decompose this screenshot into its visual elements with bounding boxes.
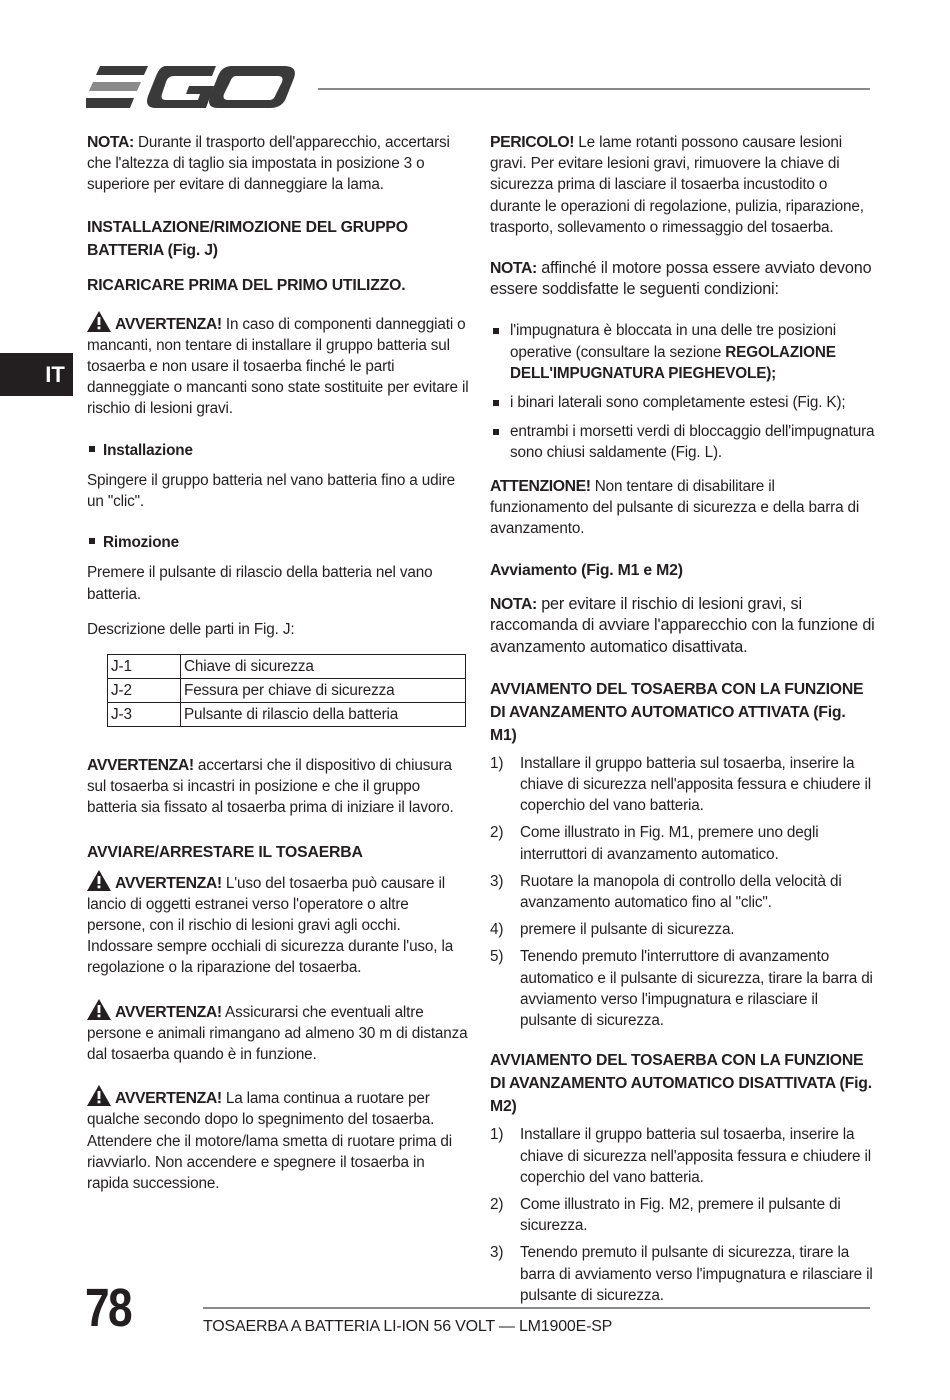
step-number: 4) — [490, 921, 504, 939]
page-number: 78 — [85, 1278, 131, 1338]
list-item — [490, 320, 875, 384]
list-item — [490, 753, 875, 817]
step-number: 3) — [490, 872, 504, 890]
heading-charge: RICARICARE PRIMA DEL PRIMO UTILIZZO. — [87, 276, 406, 294]
danger-label: PERICOLO! — [490, 134, 575, 151]
step-number: 2) — [490, 824, 504, 842]
subheading-remove — [87, 532, 469, 553]
part-code: J-3 — [108, 703, 181, 727]
warning-text: Assicurarsi che eventuali altre persone e animali rimangano ad almeno 30 m di distanza dal tosaerba quando è in funzione. — [87, 1003, 468, 1064]
parts-intro: Descrizione delle parti in Fig. J: — [87, 620, 295, 638]
list-item-text: i binari laterali sono completamente estesi (Fig. K); — [510, 394, 846, 412]
warning-text: L'uso del tosaerba può causare il lancio di oggetti estranei verso l'operatore o altre persone, con il rischio di lesioni gravi agli occhi. Indossare sempre occhiali di sicurezza durante l'uso, la regolazione o la riparazione del tosaerba. — [87, 874, 454, 977]
bullet-square-icon — [89, 446, 95, 452]
list-item — [490, 822, 875, 864]
warning-triangle-icon — [87, 999, 111, 1020]
warning-text: La lama continua a ruotare per qualche secondo dopo lo spegnimento del tosaerba. Attendere che il motore/lama smetta di ruotare prima di riavviarlo. Non accendere e spegnere il tosaerba in rapida successione. — [87, 1090, 452, 1193]
list-item — [490, 1124, 875, 1188]
step-number: 3) — [490, 1244, 504, 1262]
attention-text: Non tentare di disabilitare il funzionamento del pulsante di sicurezza e della barra di avanzamento. — [490, 477, 860, 538]
step-number: 1) — [490, 754, 504, 772]
list-item — [490, 1194, 875, 1236]
warning-text: In caso di componenti danneggiati o mancanti, non tentare di installare il gruppo batteria sul tosaerba e non usare il tosaerba finché le parti danneggiate o mancanti sono state sostituite per evitare il rischio di lesioni gravi. — [87, 315, 469, 418]
bullet-square-icon — [493, 400, 499, 406]
part-code: J-1 — [108, 655, 181, 679]
step-text: Tenendo premuto il pulsante di sicurezza, tirare la barra di avviamento verso l'impugnatura e rilasciare il pulsante di sicurezza. — [520, 1244, 873, 1304]
install-text: Spingere il gruppo batteria nel vano batteria fino a udire un "clic". — [87, 471, 456, 511]
warning-lock — [87, 755, 469, 819]
warning-label: AVVERTENZA! — [115, 1003, 222, 1021]
note-text: affinché il motore possa essere avviato devono essere soddisfatte le seguenti condizioni: — [490, 259, 872, 299]
heading-start: Avviamento (Fig. M1 e M2) — [490, 562, 683, 580]
heading-start-stop: AVVIARE/ARRESTARE IL TOSAERBA — [87, 843, 363, 861]
list-item — [490, 421, 875, 463]
part-desc: Chiave di sicurezza — [181, 655, 466, 679]
bullet-square-icon — [89, 538, 95, 544]
ego-logo — [86, 62, 298, 114]
step-number: 5) — [490, 948, 504, 966]
warning-objects — [87, 870, 469, 979]
warning-label: AVVERTENZA! — [115, 874, 222, 892]
footer-title: TOSAERBA A BATTERIA LI-ION 56 VOLT — LM1900E-SP — [203, 1318, 613, 1335]
warning-label: AVVERTENZA! — [87, 757, 194, 775]
language-tab-label: IT — [45, 362, 65, 387]
list-item — [490, 1242, 875, 1306]
step-text: Installare il gruppo batteria sul tosaerba, inserire la chiave di sicurezza nell'apposita fessura e chiudere il coperchio del vano batteria. — [520, 754, 871, 815]
warning-distance — [87, 999, 469, 1066]
note-transport — [87, 132, 469, 196]
list-item — [490, 392, 875, 413]
step-text: Tenendo premuto l'interruttore di avanzamento automatico e il pulsante di sicurezza, tirare la barra di avviamento verso l'impugnatura e rilasciare il pulsante di sicurezza. — [520, 948, 873, 1030]
warning-blade — [87, 1085, 469, 1194]
step-text: Come illustrato in Fig. M1, premere uno degli interruttori di avanzamento automatico. — [520, 824, 819, 863]
note-label: NOTA: — [490, 596, 537, 614]
part-code: J-2 — [108, 679, 181, 703]
parts-table — [107, 654, 466, 727]
list-item — [490, 946, 875, 1031]
heading-start-m1: AVVIAMENTO DEL TOSAERBA CON LA FUNZIONE DI AVANZAMENTO AUTOMATICO ATTIVATA (Fig. M1) — [490, 680, 864, 744]
part-desc: Fessura per chiave di sicurezza — [181, 679, 466, 703]
step-text: premere il pulsante di sicurezza. — [520, 921, 735, 939]
attention-note — [490, 476, 875, 540]
note-label: NOTA: — [490, 260, 537, 278]
step-text: Installare il gruppo batteria sul tosaerba, inserire la chiave di sicurezza nell'apposita fessura e chiudere il coperchio del vano batteria. — [520, 1126, 871, 1186]
part-desc: Pulsante di rilascio della batteria — [181, 703, 466, 727]
right-column — [490, 132, 875, 1320]
remove-text: Premere il pulsante di rilascio della batteria nel vano batteria. — [87, 564, 433, 603]
warning-label: AVVERTENZA! — [115, 315, 222, 333]
warning-triangle-icon — [87, 311, 111, 332]
warning-text: accertarsi che il dispositivo di chiusura sul tosaerba si incastri in posizione e che il gruppo batteria sia fissato al tosaerba prima di iniziare il lavoro. — [87, 757, 454, 817]
list-item — [490, 919, 875, 940]
attention-label: ATTENZIONE! — [490, 477, 591, 495]
heading-start-m2: AVVIAMENTO DEL TOSAERBA CON LA FUNZIONE DI AVANZAMENTO AUTOMATICO DISATTIVATA (Fig. M2) — [490, 1052, 872, 1116]
danger-note — [490, 132, 875, 238]
step-text: Come illustrato in Fig. M2, premere il pulsante di sicurezza. — [520, 1195, 841, 1235]
warning-damaged — [87, 311, 469, 420]
table-row — [108, 703, 466, 727]
step-text: Ruotare la manopola di controllo della velocità di avanzamento automatico fino al "clic". — [520, 872, 842, 912]
subheading-remove-label: Rimozione — [103, 534, 179, 552]
note-text: per evitare il rischio di lesioni gravi, si raccomanda di avviare l'apparecchio con la funzione di avanzamento automatico disattivata. — [490, 595, 875, 656]
steps-m2 — [490, 1124, 875, 1306]
note-conditions — [490, 258, 875, 300]
note-label: NOTA: — [87, 134, 134, 151]
note-text: Durante il trasporto dell'apparecchio, accertarsi che l'altezza di taglio sia impostata in posizione 3 o superiore per evitare di danneggiare la lama. — [87, 134, 450, 194]
list-item-text: l'impugnatura è bloccata in una delle tre posizioni operative (consultare la sezione — [510, 322, 837, 361]
table-row — [108, 679, 466, 703]
bullet-square-icon — [493, 328, 499, 334]
table-row — [108, 655, 466, 679]
warning-triangle-icon — [87, 1085, 111, 1106]
list-item — [490, 871, 875, 913]
steps-m1 — [490, 753, 875, 1031]
note-risk — [490, 594, 875, 658]
warning-triangle-icon — [87, 870, 111, 891]
header-rule — [318, 88, 870, 90]
footer-rule — [203, 1307, 870, 1309]
left-column — [87, 132, 469, 1208]
heading-install-battery: INSTALLAZIONE/RIMOZIONE DEL GRUPPO BATTERIA (Fig. J) — [87, 218, 408, 259]
subheading-install-label: Installazione — [103, 441, 193, 459]
list-item-text: entrambi i morsetti verdi di bloccaggio dell'impugnatura sono chiusi saldamente (Fig. L). — [510, 423, 875, 462]
language-tab — [0, 353, 73, 396]
step-number: 1) — [490, 1126, 504, 1144]
list-item-bold: REGOLAZIONE DELL'IMPUGNATURA PIEGHEVOLE); — [510, 343, 836, 382]
conditions-list — [490, 320, 875, 463]
bullet-square-icon — [493, 429, 499, 435]
warning-label: AVVERTENZA! — [115, 1090, 222, 1108]
step-number: 2) — [490, 1195, 504, 1213]
danger-text: Le lame rotanti possono causare lesioni gravi. Per evitare lesioni gravi, rimuovere la chiave di sicurezza prima di lasciare il tosaerba incustodito o durante le operazioni di regolazione, pulizia, riparazione, trasporto, sollevamento o rimessaggio del tosaerba. — [490, 134, 864, 236]
subheading-install — [87, 440, 469, 461]
